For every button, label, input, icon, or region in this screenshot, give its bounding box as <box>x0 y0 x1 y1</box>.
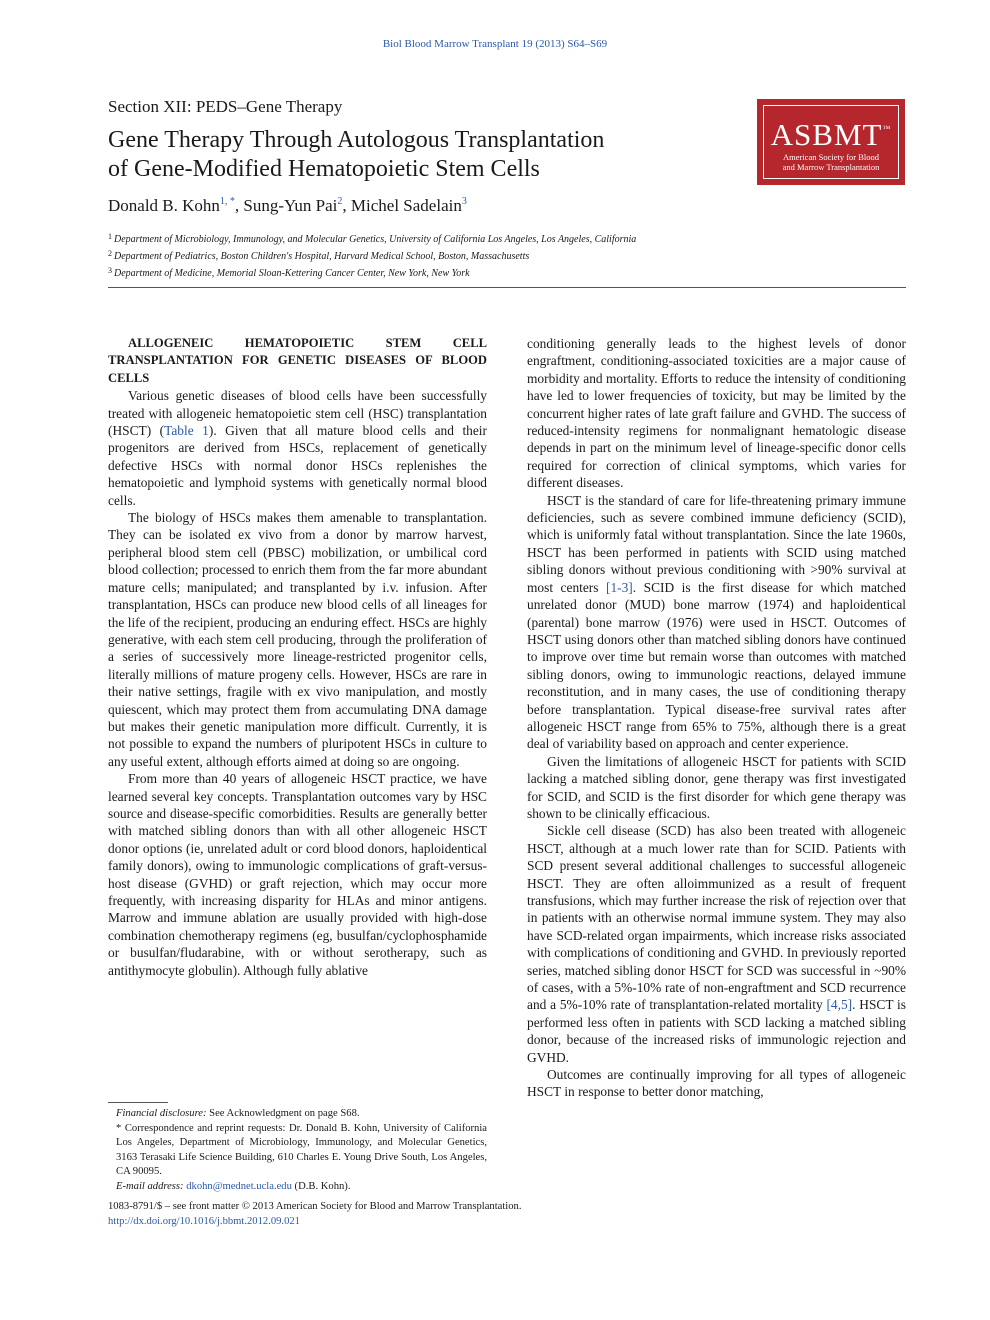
author-list <box>108 196 467 216</box>
affiliation-item <box>108 230 636 247</box>
author-name: Michel Sadelain <box>350 196 462 215</box>
body-paragraph: From more than 40 years of allogeneic HSCT practice, we have learned several key concepts. Transplantation outcomes vary by HSC source and disease-specific comorbidities. Results are generally better with matched sibling donors than with all other allogeneic HSCT donor options (ie, unrelated adult or cord blood donors, haploidentical family donors), owing to immunologic complications of graft-versus-host disease (GVHD) or graft rejection, which may occur more frequently, with increasing disparity for HLAs and minor antigens. Marrow and immune ablation are usually provided with high-dose combination chemotherapy regimens (eg, busulfan/cyclophosphamide or busulfan/fludarabine, with or without serotherapy, such as antithymocyte globulin). Although fully ablative <box>108 771 487 978</box>
text-run: HSCT is the standard of care for life-threatening primary immune deficiencies, such as severe combined immune deficiency (SCID), which is uniformly fatal without transplantation. Since the late 1960s, HSCT has been performed in patients with SCID using matched sibling donors without previous conditioning with >90% survival at most centers <box>527 492 906 595</box>
affiliation-text: Department of Pediatrics, Boston Children's Hospital, Harvard Medical School, Boston, Massachusetts <box>114 251 530 262</box>
footnotes <box>108 1107 487 1194</box>
author-separator: , <box>234 196 244 215</box>
text-run: . SCID is the first disease for which matched unrelated donor (MUD) bone marrow (1974) and haploidentical (parental) bone marrow (1976) were used in HSCT. Outcomes of HSCT using donors other than matched sibling donors have continued to improve over time but remain worse than outcomes with matched sibling donors, owing to immunologic reactions, delayed immune reconstitution, and in many cases, the use of conditioning therapy before transplantation. Typical disease-free survival rates after allogeneic HSCT range from 65% to 75%, although there is a great deal of variability based on approach and center experience. <box>527 579 906 752</box>
affiliation-item <box>108 247 636 264</box>
author-separator: , <box>342 196 351 215</box>
left-column <box>108 335 487 979</box>
title-line-1: Gene Therapy Through Autologous Transplantation <box>108 127 605 153</box>
author-name: Sung-Yun Pai <box>243 196 338 215</box>
text-run: Sickle cell disease (SCD) has also been treated with allogeneic HSCT, although at a much lower rate than for SCID. Patients with SCD present several additional challenges to successful allogeneic HSCT. They are often alloimmunized as a result of frequent transfusions, which may further increase the risk of rejection over that in patients with an otherwise normal immune system. They may also have SCD-related organ impairments, which increase risks associated with complications of conditioning and GVHD. In previously reported series, matched sibling donor HSCT for SCD was successful in ~90% of cases, with a 5%-10% rate of non-engraftment and SCD recurrence and a 5%-10% rate of transplantation-related mortality <box>527 823 906 1013</box>
body-paragraph: conditioning generally leads to the highest levels of donor engraftment, conditioning-associated toxicities are a major cause of morbidity and mortality. Efforts to reduce the intensity of conditioning have led to lower frequencies of toxicity, but may be limited by the concurrent higher rates of late graft failure and GVHD. The success of reduced-intensity regimens for nonmalignant hematologic disease depends in part on the minimum level of lineage-specific donor cells required for correction of clinical symptoms, which varies for different diseases. <box>527 336 906 491</box>
table-1-link[interactable]: Table 1 <box>164 423 209 439</box>
affiliations <box>108 230 636 281</box>
doi-link[interactable]: http://dx.doi.org/10.1016/j.bbmt.2012.09.021 <box>108 1215 300 1227</box>
text-run: ). Given that all mature blood cells and their progenitors are derived from HSCs, replacement of genetically defective HSCs with normal donor HSCs replenishes the hematopoietic and lymphoid systems with genetically normal blood cells. <box>108 423 487 508</box>
body-paragraph <box>527 492 906 753</box>
section-label: Section XII: PEDS–Gene Therapy <box>108 97 343 116</box>
affiliation-number: 3 <box>108 266 112 275</box>
article-title <box>108 126 708 184</box>
title-line-2: of Gene-Modified Hematopoietic Stem Cells <box>108 156 540 182</box>
affiliation-item <box>108 264 636 281</box>
disclosure-label: Financial disclosure: <box>116 1108 207 1119</box>
body-paragraph: The biology of HSCs makes them amenable to transplantation. They can be isolated ex vivo from a donor by marrow harvest, peripheral blood stem cell (PBSC) mobilization, or umbilical cord blood collection; processed to enrich them from the far more abundant mature cells; manipulated; and transplanted by i.v. infusion. After transplantation, HSCs can produce new blood cells of all lineages for the life of the recipient, producing an enduring effect. HSCs are highly generative, with each stem cell producing, through the proliferation of a series of successively more lineage-restricted progenitor cells, literally millions of mature progeny cells. However, HSCs are rare in their native settings, fragile with ex vivo manipulation, and mostly quiescent, which may protect them from accumulating DNA damage but makes their genetic manipulation more difficult. Currently, it is not possible to expand the numbers of pluripotent HSCs in culture to any useful extent, although efforts aimed at doing so are ongoing. <box>108 510 487 769</box>
correspondence-note: * Correspondence and reprint requests: Dr. Donald B. Kohn, University of California Los Angeles, Department of Microbiology, Immunology, and Molecular Genetics, 3163 Terasaki Life Science Building, 610 Charles E. Young Drive South, Los Angeles, CA 90095. <box>116 1122 487 1177</box>
footnote-divider <box>108 1102 168 1103</box>
email-label: E-mail address: <box>116 1180 184 1192</box>
logo-mark-text: ASBMT <box>770 117 883 152</box>
header-divider <box>108 287 906 288</box>
body-paragraph: Outcomes are continually improving for all types of allogeneic HSCT in response to better donor matching, <box>527 1067 906 1100</box>
author-affiliation-link[interactable]: 1, * <box>219 196 235 207</box>
logo-subtitle-2: and Marrow Transplantation <box>782 161 880 172</box>
affiliation-text: Department of Medicine, Memorial Sloan-Kettering Cancer Center, New York, New York <box>114 268 470 279</box>
email-suffix: (D.B. Kohn). <box>291 1180 351 1192</box>
author-affiliation-link[interactable]: 3 <box>461 196 467 207</box>
citation-link[interactable]: [4,5] <box>826 997 853 1013</box>
body-paragraph <box>108 387 487 509</box>
author-name: Donald B. Kohn <box>108 196 220 215</box>
copyright-text: 1083-8791/$ – see front matter © 2013 American Society for Blood and Marrow Transplantation. <box>108 1201 522 1212</box>
logo-trademark: ™ <box>882 124 892 133</box>
affiliation-text: Department of Microbiology, Immunology, and Molecular Genetics, University of California Los Angeles, Los Angeles, California <box>114 234 637 245</box>
citation-link[interactable]: [1-3] <box>606 579 633 595</box>
author-affiliation-link[interactable]: 2 <box>337 196 343 207</box>
section-heading: ALLOGENEIC HEMATOPOIETIC STEM CELL TRANSPLANTATION FOR GENETIC DISEASES OF BLOOD CELLS <box>108 336 487 385</box>
copyright-block <box>108 1200 521 1229</box>
body-paragraph: Given the limitations of allogeneic HSCT for patients with SCID lacking a matched sibling donor, gene therapy was first investigated for SCID, and SCID is the first disorder for which gene therapy was shown to be clinically efficacious. <box>527 753 906 821</box>
logo-mark <box>764 111 898 153</box>
email-note <box>108 1180 487 1195</box>
financial-disclosure <box>108 1107 487 1122</box>
logo-subtitle-1: American Society for Blood <box>782 152 880 162</box>
logo-frame <box>763 105 899 179</box>
body-paragraph <box>527 822 906 1066</box>
email-link[interactable]: dkohn@mednet.ucla.edu <box>186 1180 292 1192</box>
affiliation-number: 1 <box>108 232 112 241</box>
disclosure-text: See Acknowledgment on page S68. <box>206 1108 360 1119</box>
text-run: . HSCT is performed less often in patients with SCD lacking a matched sibling donor, because of the increased risks of immunologic rejection and GVHD. <box>527 997 906 1065</box>
text-run: Various genetic diseases of blood cells have been successfully treated with allogeneic hematopoietic stem cell (HSC) transplantation (HSCT) ( <box>108 388 487 439</box>
asbmt-logo <box>757 99 905 185</box>
journal-reference-link[interactable]: Biol Blood Marrow Transplant 19 (2013) S64–S69 <box>382 38 608 50</box>
right-column <box>527 335 906 1101</box>
affiliation-number: 2 <box>108 249 112 258</box>
